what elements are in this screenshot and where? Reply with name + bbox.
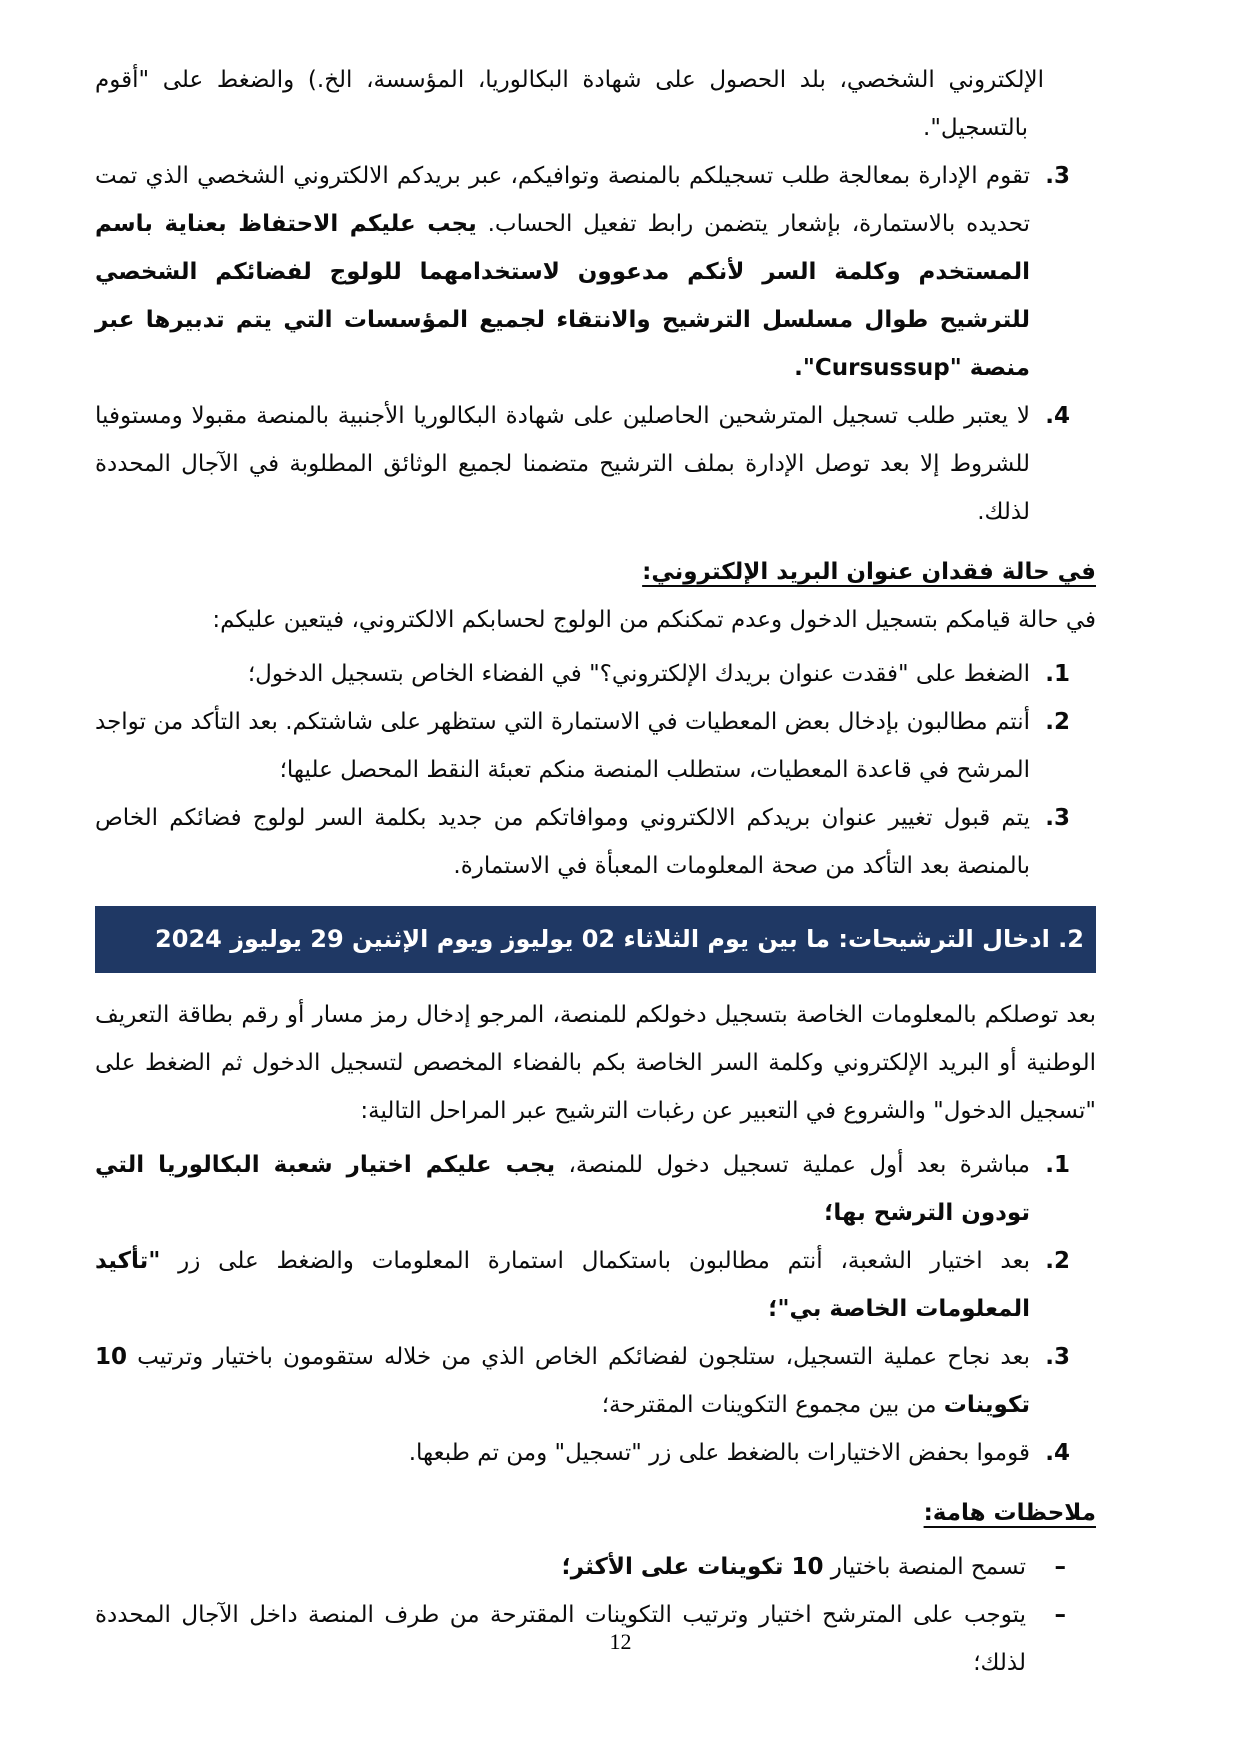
section-banner-candidatures: 2. ادخال الترشيحات: ما بين يوم الثلاثاء 02 يوليوز ويوم الإثنين 29 يوليوز 2024: [95, 906, 1096, 973]
item-text: لا يعتبر طلب تسجيل المترشحين الحاصلين على شهادة البكالوريا الأجنبية بالمنصة مقبولا ومستوفيا للشروط إلا بعد توصل الإدارة بملف الترشيح متضمنا لجميع الوثائق المطلوبة في الآجال المحددة لذلك.: [95, 403, 1030, 525]
item-text: يتوجب على المترشح اختيار وترتيب التكوينات المقترحة من طرف المنصة داخل الآجال المحددة لذلك؛: [95, 1602, 1026, 1676]
list-item-lost-email-3: [95, 794, 1096, 890]
item-marker: 2.: [1045, 1248, 1070, 1274]
list-item-note-1: [95, 1543, 1096, 1591]
item-text: [95, 1141, 1030, 1237]
item-marker: 4.: [1045, 403, 1070, 429]
item-text: الضغط على "فقدت عنوان بريدك الإلكتروني؟" في الفضاء الخاص بتسجيل الدخول؛: [247, 661, 1030, 687]
item-marker: 2.: [1045, 709, 1070, 735]
continuation-paragraph: [95, 56, 1096, 152]
item-text-run-bold: يجب عليكم الاحتفاظ بعناية باسم المستخدم وكلمة السر لأنكم مدعوون لاستخدامهما للولوج لفضائكم الشخصي للترشيح طوال مسلسل الترشيح والانتقاء لجميع المؤسسات التي يتم تدبيرها عبر منصة "Cursussup".: [95, 211, 1030, 381]
item-text-run: من بين مجموع التكوينات المقترحة؛: [601, 1392, 944, 1418]
item-text-run-bold: 10 تكوينات: [95, 1344, 1030, 1418]
item-text: [95, 152, 1030, 392]
list-item-submission-3: [95, 1333, 1096, 1429]
item-text-run: تقوم الإدارة بمعالجة طلب تسجيلكم بالمنصة وتوافيكم، عبر بريدكم الالكتروني الشخصي الذي تمت تحديده بالاستمارة، بإشعار يتضمن رابط تفعيل الحساب.: [95, 163, 1030, 237]
item-text-run: تسمح المنصة باختيار: [823, 1554, 1026, 1580]
item-text: [95, 1237, 1030, 1333]
item-text-run-bold: "تأكيد المعلومات الخاصة بي"؛: [95, 1248, 1030, 1322]
submission-list: [95, 1141, 1096, 1477]
item-text: [95, 1543, 1026, 1591]
item-text-run-bold: يجب عليكم اختيار شعبة البكالوريا التي تودون الترشح بها؛: [95, 1152, 1030, 1226]
dash-marker: –: [1054, 1554, 1066, 1580]
lost-email-list: [95, 650, 1096, 890]
list-item-registration-4: [95, 392, 1096, 536]
submission-intro: بعد توصلكم بالمعلومات الخاصة بتسجيل دخولكم للمنصة، المرجو إدخال رمز مسار أو رقم بطاقة التعريف الوطنية أو البريد الإلكتروني وكلمة السر الخاصة بكم بالفضاء المخصص لتسجيل الدخول ثم الضغط على "تسجيل الدخول" والشروع في التعبير عن رغبات الترشيح عبر المراحل التالية:: [95, 1002, 1096, 1124]
continuation-line-2: بالتسجيل".: [923, 115, 1028, 141]
document-content: [95, 56, 1096, 1687]
item-text-run: بعد نجاح عملية التسجيل، ستلجون لفضائكم الخاص الذي من خلاله ستقومون باختيار وترتيب: [127, 1344, 1030, 1370]
item-marker: 1.: [1045, 661, 1070, 687]
list-item-registration-3: [95, 152, 1096, 392]
item-text-run: مباشرة بعد أول عملية تسجيل دخول للمنصة،: [555, 1152, 1030, 1178]
item-text: يتم قبول تغيير عنوان بريدكم الالكتروني وموافاتكم من جديد بكلمة السر لولوج فضائكم الخاص بالمنصة بعد التأكد من صحة المعلومات المعبأة في الاستمارة.: [95, 805, 1030, 879]
section-heading-lost-email: في حالة فقدان عنوان البريد الإلكتروني:: [642, 559, 1096, 585]
dash-marker: –: [1054, 1602, 1066, 1628]
item-text: أنتم مطالبون بإدخال بعض المعطيات في الاستمارة التي ستظهر على شاشتكم. بعد التأكد من تواجد المرشح في قاعدة المعطيات، ستطلب المنصة منكم تعبئة النقط المحصل عليها؛: [95, 709, 1030, 783]
list-item-submission-2: [95, 1237, 1096, 1333]
item-marker: 1.: [1045, 1152, 1070, 1178]
item-text-run: بعد اختيار الشعبة، أنتم مطالبون باستكمال استمارة المعلومات والضغط على زر: [160, 1248, 1030, 1274]
item-text: قوموا بحفض الاختيارات بالضغط على زر "تسجيل" ومن تم طبعها.: [408, 1440, 1030, 1466]
item-marker: 3.: [1045, 805, 1070, 831]
continuation-line-1: الإلكتروني الشخصي، بلد الحصول على شهادة البكالوريا، المؤسسة، الخ.) والضغط على "أقوم: [95, 67, 1044, 93]
item-marker: 3.: [1045, 163, 1070, 189]
item-marker: 4.: [1045, 1440, 1070, 1466]
page-number: 12: [609, 1629, 632, 1654]
item-marker: 3.: [1045, 1344, 1070, 1370]
item-text: [95, 1333, 1030, 1429]
lost-email-intro: في حالة قيامكم بتسجيل الدخول وعدم تمكنكم من الولوج لحسابكم الالكتروني، فيتعين عليكم:: [212, 607, 1096, 633]
item-text-run-bold: 10 تكوينات على الأكثر؛: [561, 1554, 824, 1580]
section-heading-notes: ملاحظات هامة:: [923, 1500, 1096, 1526]
list-item-lost-email-1: [95, 650, 1096, 698]
list-item-submission-4: [95, 1429, 1096, 1477]
notes-list: [95, 1543, 1096, 1687]
list-item-lost-email-2: [95, 698, 1096, 794]
list-item-submission-1: [95, 1141, 1096, 1237]
